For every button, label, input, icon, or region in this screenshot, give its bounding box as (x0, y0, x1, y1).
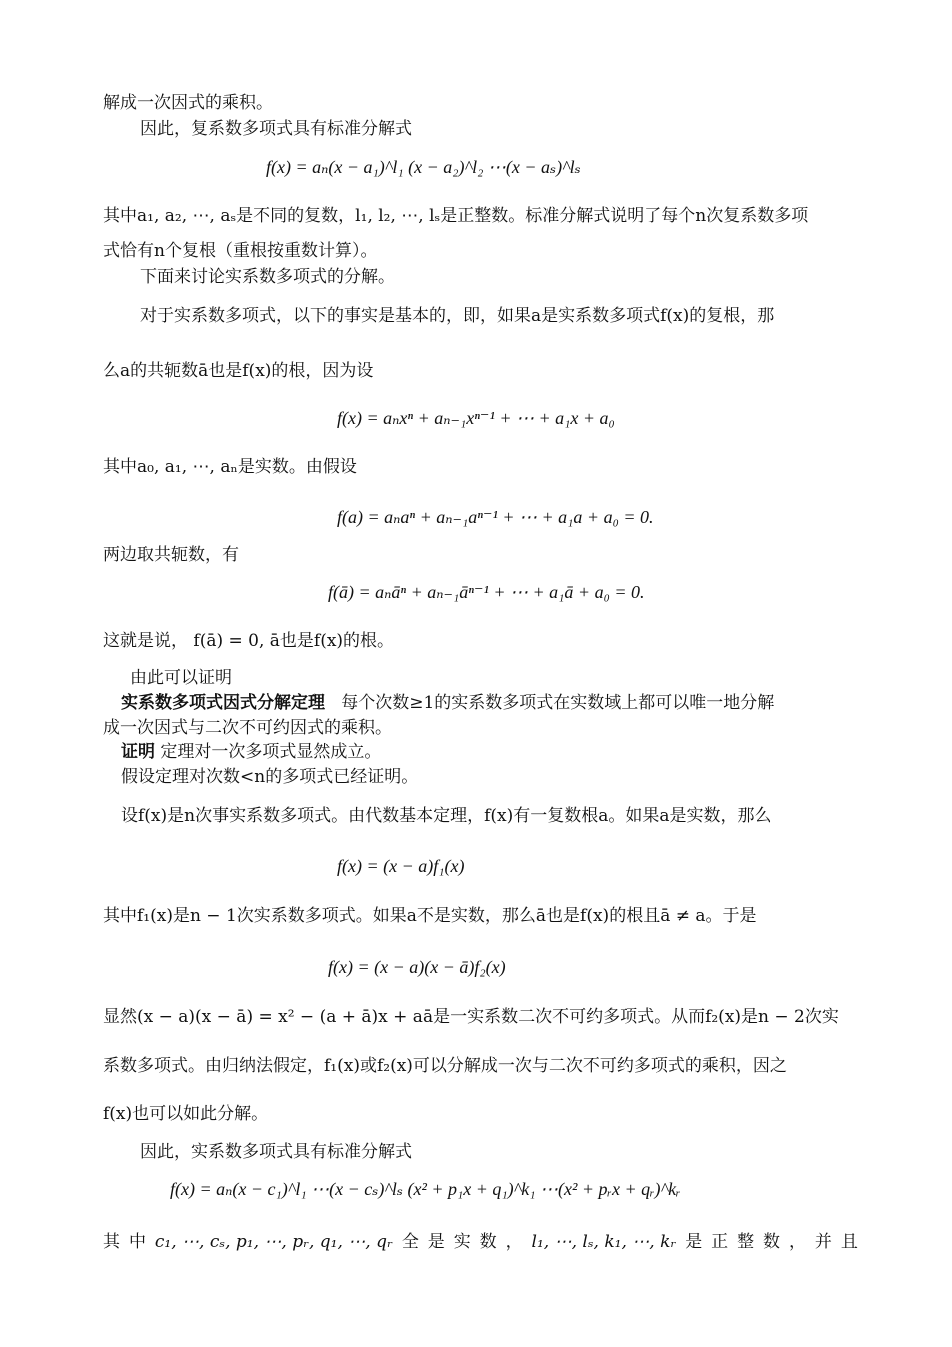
math-term: c₁, ⋯, cₛ, p₁, ⋯, pᵣ, q₁, ⋯, qᵣ (154, 1232, 393, 1252)
text-line: 么a的共轭数ā也是f(x)的根，因为设 (103, 361, 374, 381)
theorem-title: 实系数多项式因式分解定理 (121, 693, 325, 713)
word: 中 (128, 1232, 146, 1252)
text-line: 对于实系数多项式，以下的事实是基本的，即，如果a是实系数多项式f(x)的复根，那 (140, 306, 775, 326)
equation: f(x) = aₙxⁿ + aₙ₋₁xⁿ⁻¹ + ⋯ + a₁x + a₀ (337, 408, 615, 428)
text-line: 显然(x − a)(x − ā) = x² − (a + ā)x + aā是一实系数二次不可约多项式。从而f₂(x)是n − 2次实 (103, 1007, 839, 1027)
text-line: 式恰有n个复根（重根按重数计算）。 (103, 241, 378, 261)
math-term: l₁, ⋯, lₛ, k₁, ⋯, kᵣ (531, 1232, 677, 1252)
equation: f(a) = aₙaⁿ + aₙ₋₁aⁿ⁻¹ + ⋯ + a₁a + a₀ = 0. (337, 507, 654, 527)
equation: f(x) = aₙ(x − a₁)^l₁ (x − a₂)^l₂ ⋯(x − aₛ)^lₛ (266, 157, 581, 177)
word: 数 (479, 1232, 497, 1252)
text-line: 解成一次因式的乘积。 (103, 93, 273, 113)
word: 其 (103, 1232, 120, 1252)
word: 全 (401, 1232, 419, 1252)
text-line: 系数多项式。由归纳法假定，f₁(x)或f₂(x)可以分解成一次与二次不可约多项式的乘积，因之 (103, 1056, 787, 1076)
text-line: 这就是说， f(ā) = 0, ā也是f(x)的根。 (103, 631, 395, 651)
theorem-line (121, 692, 774, 714)
equation: f(x) = (x − a)f₁(x) (337, 856, 465, 876)
word: 并 (814, 1232, 832, 1252)
text-line: 下面来讨论实系数多项式的分解。 (140, 267, 395, 287)
theorem-text: 每个次数≥1的实系数多项式在实数域上都可以唯一地分解 (341, 693, 775, 713)
text-line: 其中a₀, a₁, ⋯, aₙ是实数。由假设 (103, 457, 357, 477)
text-line: 因此，实系数多项式具有标准分解式 (140, 1142, 412, 1162)
text-line: 因此，复系数多项式具有标准分解式 (140, 119, 412, 139)
word: 数 (763, 1232, 781, 1252)
text-line: 其中f₁(x)是n − 1次实系数多项式。如果a不是实数，那么ā也是f(x)的根且ā ≠ a。于是 (103, 906, 757, 926)
text-line: 由此可以证明 (130, 668, 232, 688)
word: ， (505, 1232, 523, 1252)
text-line: 其中a₁, a₂, ⋯, aₛ是不同的复数，l₁, l₂, ⋯, lₛ是正整数。标准分解式说明了每个n次复系数多项 (103, 206, 809, 226)
text-line: 设f(x)是n次事实系数多项式。由代数基本定理，f(x)有一复数根a。如果a是实数，那么 (121, 806, 772, 826)
word: 正 (711, 1232, 729, 1252)
word: 整 (737, 1232, 755, 1252)
text-line: 成一次因式与二次不可约因式的乘积。 (103, 718, 392, 738)
justified-text-line (103, 1231, 858, 1253)
equation: f(x) = aₙ(x − c₁)^l₁ ⋯(x − cₛ)^lₛ (x² + p₁x + q₁)^k₁ ⋯(x² + pᵣx + qᵣ)^kᵣ (170, 1179, 681, 1199)
text-line: 假设定理对次数<n的多项式已经证明。 (121, 767, 419, 787)
word: 是 (427, 1232, 445, 1252)
text-line: 两边取共轭数，有 (103, 545, 239, 565)
proof-line (121, 741, 381, 763)
equation: f(ā) = aₙāⁿ + aₙ₋₁āⁿ⁻¹ + ⋯ + a₁ā + a₀ = 0. (328, 582, 645, 602)
word: ， (788, 1232, 806, 1252)
word: 实 (453, 1232, 471, 1252)
proof-label: 证明 (121, 742, 155, 762)
proof-text: 定理对一次多项式显然成立。 (160, 742, 382, 762)
text-line: f(x)也可以如此分解。 (103, 1104, 269, 1124)
word: 且 (840, 1232, 858, 1252)
word: 是 (685, 1232, 703, 1252)
equation: f(x) = (x − a)(x − ā)f₂(x) (328, 957, 506, 977)
